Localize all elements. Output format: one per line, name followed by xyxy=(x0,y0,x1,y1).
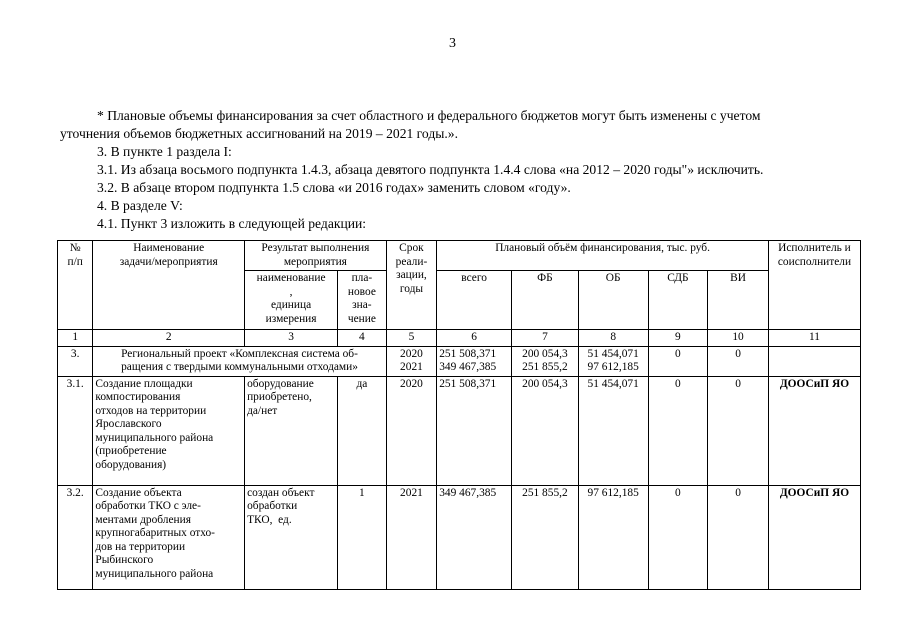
row-3-2-fb: 251 855,2 xyxy=(512,485,579,589)
header-term-line-4: годы xyxy=(399,282,424,295)
header-fb: ФБ xyxy=(512,271,579,330)
row-3-2-name-line: обработки ТКО с эле- xyxy=(95,500,201,512)
header-result-plan-line-4: чение xyxy=(347,312,376,325)
row-3-1-name-line: отходов на территории xyxy=(95,404,207,417)
col-number: 11 xyxy=(768,330,860,347)
row-3-2-plan: 1 xyxy=(338,485,387,589)
row-3-2-result-line: создан объект xyxy=(247,486,315,499)
row-3-year-2: 2021 xyxy=(400,361,423,373)
header-result-plan-line-3: зна- xyxy=(352,299,372,311)
funding-table xyxy=(57,240,861,590)
col-number: 6 xyxy=(437,330,512,347)
row-3-name xyxy=(93,346,386,376)
row-3-1-plan: да xyxy=(338,376,387,485)
row-3-1-sdb: 0 xyxy=(648,376,708,485)
header-vi: ВИ xyxy=(708,271,769,330)
header-result-name xyxy=(245,271,338,330)
col-number: 5 xyxy=(386,330,437,347)
row-3-total xyxy=(437,346,512,376)
header-result-plan xyxy=(338,271,387,330)
row-3-2-result-line: обработки xyxy=(247,500,298,512)
row-3-1-vi: 0 xyxy=(708,376,769,485)
header-executor-line-2: соисполнители xyxy=(777,255,852,268)
col-number: 9 xyxy=(648,330,708,347)
table-row-3-2 xyxy=(58,485,861,589)
header-term-line-1: Срок xyxy=(399,242,424,254)
paragraph-item-3: 3. В пункте 1 раздела I: xyxy=(97,144,232,159)
row-3-1-exec: ДООСиП ЯО xyxy=(768,376,860,485)
row-3-1-name-line: муниципального района xyxy=(95,431,214,444)
row-3-1-result-line: приобретено, xyxy=(247,391,312,403)
row-3-term xyxy=(386,346,437,376)
column-numbers-row xyxy=(58,330,861,347)
header-total: всего xyxy=(437,271,512,330)
row-3-2-num: 3.2. xyxy=(58,485,93,589)
header-name xyxy=(93,241,245,330)
row-3-1-result-line: да/нет xyxy=(247,404,278,417)
row-3-1-fb: 200 054,3 xyxy=(512,376,579,485)
row-3-2-ob: 97 612,185 xyxy=(578,485,648,589)
row-3-ob-2: 97 612,185 xyxy=(587,361,639,373)
row-3-2-result-line: ТКО, ед. xyxy=(247,513,292,526)
row-3-1-name-line: компостирования xyxy=(95,391,181,403)
col-number: 8 xyxy=(578,330,648,347)
row-3-fb-1: 200 054,3 xyxy=(522,347,568,360)
row-3-1-name-line: оборудования) xyxy=(95,458,167,471)
row-3-1-name xyxy=(93,376,245,485)
footnote-line-2: уточнения объемов бюджетных ассигнований на 2019 – 2021 годы.». xyxy=(60,126,458,141)
row-3-fb xyxy=(512,346,579,376)
row-3-2-vi: 0 xyxy=(708,485,769,589)
row-3-2-sdb: 0 xyxy=(648,485,708,589)
footnote-line-1: * Плановые объемы финансирования за счет областного и федерального бюджетов могут быть изменены с учетом xyxy=(97,108,761,123)
row-3-1-result-line: оборудование xyxy=(247,377,314,390)
header-result-name-line-3: единица xyxy=(271,299,312,311)
header-sdb: СДБ xyxy=(648,271,708,330)
col-number: 7 xyxy=(512,330,579,347)
row-3-2-name xyxy=(93,485,245,589)
row-3-1-name-line: (приобретение xyxy=(95,445,167,457)
header-result-plan-line-1: пла- xyxy=(351,272,373,284)
row-3-exec xyxy=(768,346,860,376)
header-result-name-line-4: измерения xyxy=(265,312,317,325)
row-3-total-2: 349 467,385 xyxy=(439,361,497,373)
row-3-1-name-line: Создание площадки xyxy=(95,377,193,390)
table-row-3 xyxy=(58,346,861,376)
row-3-2-name-line: муниципального района xyxy=(95,567,214,580)
col-number: 3 xyxy=(245,330,338,347)
row-3-num: 3. xyxy=(58,346,93,376)
header-result-name-line-1: наименование xyxy=(256,272,326,284)
row-3-name-line-2: ращения с твердыми коммунальными отходами» xyxy=(121,361,358,373)
header-term-line-3: зации, xyxy=(396,269,427,281)
header-result-line-1: Результат выполнения xyxy=(261,242,370,254)
row-3-2-exec: ДООСиП ЯО xyxy=(768,485,860,589)
row-3-1-result xyxy=(245,376,338,485)
row-3-year-1: 2020 xyxy=(400,347,423,360)
row-3-2-name-line: дов на территории xyxy=(95,540,186,553)
header-executor-line-1: Исполнитель и xyxy=(778,242,851,254)
row-3-2-result xyxy=(245,485,338,589)
row-3-2-name-line: Рыбинского xyxy=(95,554,154,566)
header-result-plan-line-2: новое xyxy=(347,285,376,298)
row-3-2-term: 2021 xyxy=(386,485,437,589)
paragraph-item-3-2: 3.2. В абзаце втором подпункта 1.5 слова «и 2016 годах» заменить словом «году». xyxy=(97,180,571,195)
paragraph-item-3-1: 3.1. Из абзаца восьмого подпункта 1.4.3, абзаца девятого подпункта 1.4.4 слова «на 2012 – 2020 годы"» исключить. xyxy=(97,162,764,177)
header-num-line-2: п/п xyxy=(67,255,83,268)
header-num-line-1: № xyxy=(69,242,81,254)
row-3-2-total: 349 467,385 xyxy=(437,485,512,589)
col-number: 1 xyxy=(58,330,93,347)
header-funding: Плановый объём финансирования, тыс. руб. xyxy=(437,241,769,271)
col-number: 2 xyxy=(93,330,245,347)
row-3-1-total: 251 508,371 xyxy=(437,376,512,485)
table-row-3-1 xyxy=(58,376,861,485)
header-term xyxy=(386,241,437,330)
header-result-line-2: мероприятия xyxy=(283,255,347,268)
header-result-name-line-2: , xyxy=(289,285,293,298)
header-num xyxy=(58,241,93,330)
row-3-sdb: 0 xyxy=(648,346,708,376)
header-result xyxy=(245,241,387,271)
row-3-total-1: 251 508,371 xyxy=(439,347,497,360)
row-3-ob xyxy=(578,346,648,376)
header-term-line-2: реали- xyxy=(395,255,428,268)
row-3-1-ob: 51 454,071 xyxy=(578,376,648,485)
col-number: 10 xyxy=(708,330,769,347)
row-3-fb-2: 251 855,2 xyxy=(522,361,568,373)
paragraph-item-4: 4. В разделе V: xyxy=(97,198,183,213)
header-name-line-1: Наименование xyxy=(133,242,205,254)
page-number: 3 xyxy=(449,36,456,51)
header-executor xyxy=(768,241,860,330)
row-3-vi: 0 xyxy=(708,346,769,376)
row-3-2-name-line: ментами дробления xyxy=(95,513,191,526)
col-number: 4 xyxy=(338,330,387,347)
row-3-2-name-line: крупногабаритных отхо- xyxy=(95,527,215,539)
row-3-ob-1: 51 454,071 xyxy=(587,347,639,360)
table-header-row-1 xyxy=(58,241,861,271)
header-ob: ОБ xyxy=(578,271,648,330)
header-name-line-2: задачи/мероприятия xyxy=(119,255,218,268)
row-3-1-name-line: Ярославского xyxy=(95,418,162,430)
paragraph-item-4-1: 4.1. Пункт 3 изложить в следующей редакции: xyxy=(97,216,367,231)
row-3-1-term: 2020 xyxy=(386,376,437,485)
row-3-name-line-1: Региональный проект «Комплексная система об- xyxy=(121,347,358,360)
row-3-1-num: 3.1. xyxy=(58,376,93,485)
row-3-2-name-line: Создание объекта xyxy=(95,486,182,499)
